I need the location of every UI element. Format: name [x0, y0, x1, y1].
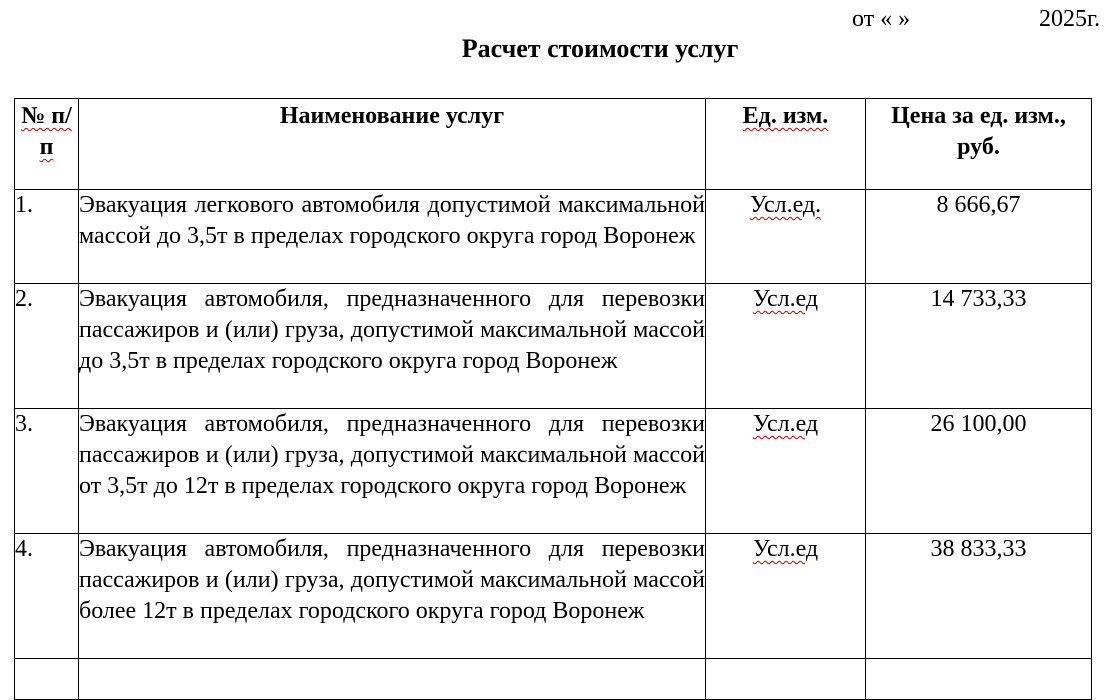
row-num: 1. [15, 190, 79, 284]
row-num: 2. [15, 284, 79, 409]
table-row [15, 284, 1092, 409]
row-num-empty [15, 659, 79, 700]
row-price: 8 666,67 [866, 190, 1092, 284]
row-price: 38 833,33 [866, 534, 1092, 659]
row-unit [706, 284, 866, 409]
row-unit-label: Усл.ед. [749, 192, 822, 218]
row-name: Эвакуация автомобиля, предназначенного для перевозки пассажиров и (или) груза, допустимой максимальной массой до 3,5т в пределах городского округа город Воронеж [79, 284, 706, 409]
row-price: 14 733,33 [866, 284, 1092, 409]
table-row [15, 534, 1092, 659]
table-row [15, 409, 1092, 534]
row-price: 26 100,00 [866, 409, 1092, 534]
header-num-label: № п/п [21, 103, 72, 160]
row-unit-label: Усл.ед [752, 286, 819, 312]
row-name: Эвакуация легкового автомобиля допустимой максимальной массой до 3,5т в пределах городского округа город Воронеж [79, 190, 706, 284]
document-date-line [852, 6, 1101, 33]
row-num: 4. [15, 534, 79, 659]
row-name-empty [79, 659, 706, 700]
header-price: Цена за ед. изм., руб. [866, 99, 1092, 190]
header-unit-label: Ед. изм. [742, 103, 829, 129]
row-unit [706, 409, 866, 534]
date-prefix: от « » [852, 6, 911, 32]
table-row-partial [15, 659, 1092, 700]
row-unit-label: Усл.ед [752, 411, 819, 437]
document-title: Расчет стоимости услуг [461, 34, 739, 63]
row-unit [706, 534, 866, 659]
row-num: 3. [15, 409, 79, 534]
row-name: Эвакуация автомобиля, предназначенного для перевозки пассажиров и (или) груза, допустимой максимальной массой от 3,5т до 12т в пределах городского округа город Воронеж [79, 409, 706, 534]
row-unit-empty [706, 659, 866, 700]
header-unit [706, 99, 866, 190]
row-unit-label: Усл.ед [752, 536, 819, 562]
date-year: 2025г. [1039, 6, 1101, 32]
row-price-empty [866, 659, 1092, 700]
table-header-row [15, 99, 1092, 190]
row-name: Эвакуация автомобиля, предназначенного для перевозки пассажиров и (или) груза, допустимой максимальной массой более 12т в пределах городского округа город Воронеж [79, 534, 706, 659]
row-unit [706, 190, 866, 284]
header-name: Наименование услуг [79, 99, 706, 190]
services-price-table [14, 98, 1092, 700]
table-row [15, 190, 1092, 284]
header-num [15, 99, 79, 190]
